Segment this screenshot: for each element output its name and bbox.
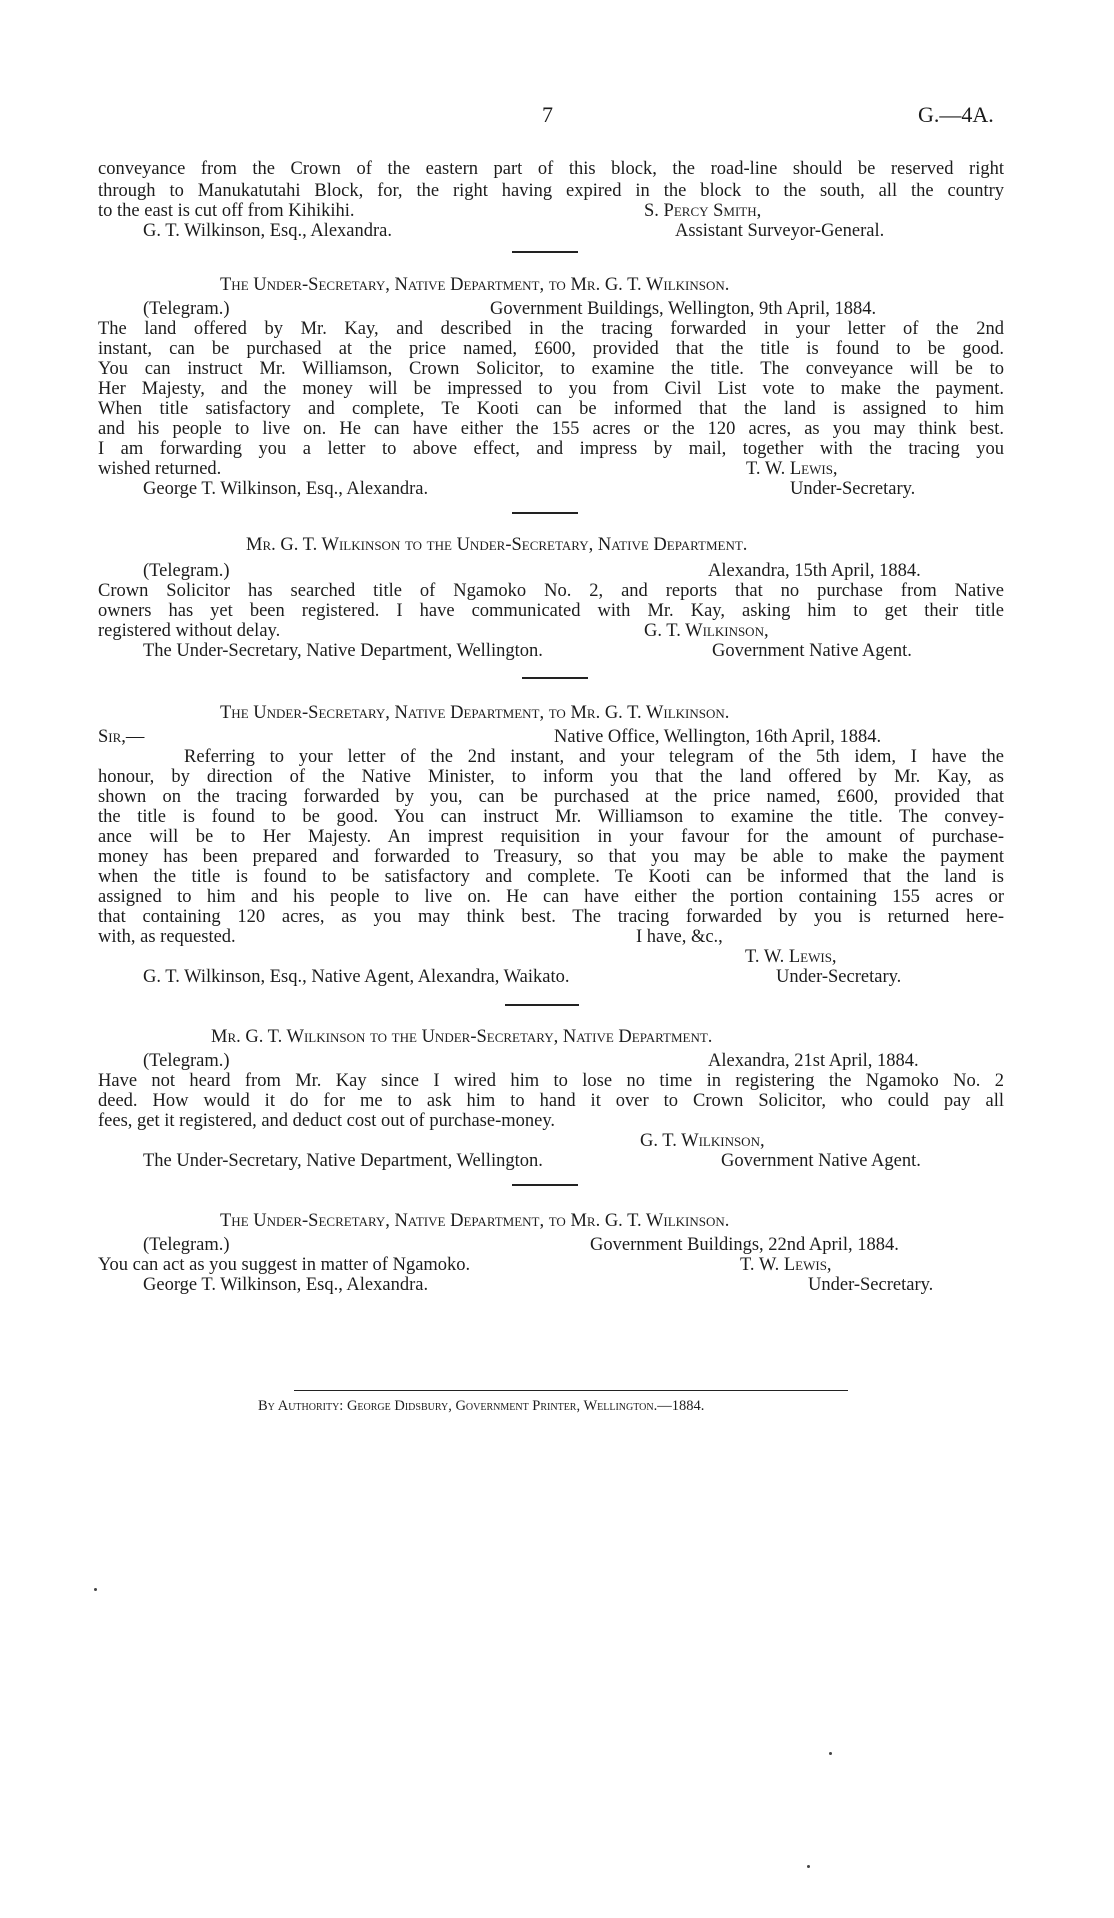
page-number: 7: [542, 102, 553, 127]
body-line: money has been prepared and forwarded to Treasury, so that you may be able to make the payment: [98, 847, 1004, 867]
printer-imprint: By Authority: George Didsbury, Government Printer, Wellington.—1884.: [258, 1398, 705, 1414]
body-line: deed. How would it do for me to ask him to hand it over to Crown Solicitor, who could pay all: [98, 1091, 1004, 1111]
signature-name: S. Percy Smith,: [644, 201, 762, 221]
body-line: instant, can be purchased at the price named, £600, provided that the title is found to be good.: [98, 339, 1004, 359]
signature-name: T. W. Lewis,: [740, 1255, 832, 1275]
addressee: G. T. Wilkinson, Esq., Alexandra.: [143, 221, 392, 241]
place-date: Alexandra, 21st April, 1884.: [708, 1051, 919, 1071]
telegram-label: (Telegram.): [143, 561, 230, 581]
signature-title: Government Native Agent.: [721, 1151, 921, 1171]
addressee: G. T. Wilkinson, Esq., Native Agent, Alexandra, Waikato.: [143, 967, 570, 987]
separator-rule: [512, 512, 578, 514]
letter-heading: The Under-Secretary, Native Department, to Mr. G. T. Wilkinson.: [220, 275, 730, 295]
body-line: registered without delay.: [98, 621, 281, 641]
body-line: when the title is found to be satisfactory and complete. Te Kooti can be informed that the land is: [98, 867, 1004, 887]
body-line: to the east is cut off from Kihikihi.: [98, 201, 355, 221]
closing: I have, &c.,: [636, 927, 723, 947]
separator-rule: [505, 1004, 579, 1006]
signature-title: Under-Secretary.: [776, 967, 902, 987]
addressee: George T. Wilkinson, Esq., Alexandra.: [143, 479, 429, 499]
signature-title: Under-Secretary.: [790, 479, 916, 499]
signature-name: T. W. Lewis,: [745, 947, 837, 967]
signature-title: Assistant Surveyor-General.: [675, 221, 885, 241]
signature-title: Government Native Agent.: [712, 641, 912, 661]
body-line: the title is found to be good. You can instruct Mr. Williamson to examine the title. The convey-: [98, 807, 1004, 827]
body-line: Have not heard from Mr. Kay since I wired him to lose no time in registering the Ngamoko No. 2: [98, 1071, 1004, 1091]
body-line: Crown Solicitor has searched title of Ngamoko No. 2, and reports that no purchase from Native: [98, 581, 1004, 601]
signature-title: Under-Secretary.: [808, 1275, 934, 1295]
telegram-label: (Telegram.): [143, 1235, 230, 1255]
body-line: and his people to live on. He can have either the 155 acres or the 120 acres, as you may think best.: [98, 419, 1004, 439]
separator-rule: [512, 1184, 578, 1186]
scan-speck: [829, 1752, 832, 1755]
place-date: Alexandra, 15th April, 1884.: [708, 561, 921, 581]
salutation: Sir,—: [98, 727, 145, 747]
letter-heading: The Under-Secretary, Native Department, to Mr. G. T. Wilkinson.: [220, 1211, 730, 1231]
addressee: The Under-Secretary, Native Department, Wellington.: [143, 641, 543, 661]
body-line: ance will be to Her Majesty. An imprest requisition in your favour for the amount of purchase-: [98, 827, 1004, 847]
signature-name: G. T. Wilkinson,: [644, 621, 769, 641]
body-line: The land offered by Mr. Kay, and described in the tracing forwarded in your letter of the 2nd: [98, 319, 1004, 339]
telegram-label: (Telegram.): [143, 1051, 230, 1071]
body-line: fees, get it registered, and deduct cost out of purchase-money.: [98, 1111, 556, 1131]
signature-name: T. W. Lewis,: [746, 459, 838, 479]
place-date: Native Office, Wellington, 16th April, 1884.: [554, 727, 882, 747]
place-date: Government Buildings, 22nd April, 1884.: [590, 1235, 899, 1255]
body-line: Referring to your letter of the 2nd instant, and your telegram of the 5th idem, I have the: [184, 747, 1004, 767]
body-line: wished returned.: [98, 459, 222, 479]
body-line: honour, by direction of the Native Minister, to inform you that the land offered by Mr. Kay, as: [98, 767, 1004, 787]
body-line: with, as requested.: [98, 927, 236, 947]
place-date: Government Buildings, Wellington, 9th April, 1884.: [490, 299, 877, 319]
body-line: You can act as you suggest in matter of Ngamoko.: [98, 1255, 471, 1275]
addressee: George T. Wilkinson, Esq., Alexandra.: [143, 1275, 429, 1295]
scan-speck: [807, 1865, 810, 1868]
letter-heading: Mr. G. T. Wilkinson to the Under-Secretary, Native Department.: [246, 535, 748, 555]
body-line: You can instruct Mr. Williamson, Crown Solicitor, to examine the title. The conveyance will be to: [98, 359, 1004, 379]
body-line: When title satisfactory and complete, Te Kooti can be informed that the land is assigned to him: [98, 399, 1004, 419]
body-line: through to Manukatutahi Block, for, the right having expired in the block to the south, all the country: [98, 181, 1004, 201]
body-line: assigned to him and his people to live on. He can have either the portion containing 155 acres or: [98, 887, 1004, 907]
document-code: G.—4A.: [918, 102, 994, 127]
body-line: I am forwarding you a letter to above effect, and impress by mail, together with the tracing you: [98, 439, 1004, 459]
body-line: conveyance from the Crown of the eastern part of this block, the road-line should be reserved right: [98, 159, 1004, 179]
body-line: shown on the tracing forwarded by you, can be purchased at the price named, £600, provided that: [98, 787, 1004, 807]
separator-rule: [512, 251, 578, 253]
telegram-label: (Telegram.): [143, 299, 230, 319]
footer-rule: [294, 1390, 848, 1391]
signature-name: G. T. Wilkinson,: [640, 1131, 765, 1151]
body-line: owners has yet been registered. I have communicated with Mr. Kay, asking him to get their title: [98, 601, 1004, 621]
body-line: that containing 120 acres, as you may think best. The tracing forwarded by you is returned here-: [98, 907, 1004, 927]
separator-rule: [522, 677, 588, 679]
scan-speck: [94, 1588, 97, 1591]
body-line: Her Majesty, and the money will be impressed to you from Civil List vote to make the payment.: [98, 379, 1004, 399]
letter-heading: Mr. G. T. Wilkinson to the Under-Secretary, Native Department.: [211, 1027, 713, 1047]
addressee: The Under-Secretary, Native Department, Wellington.: [143, 1151, 543, 1171]
letter-heading: The Under-Secretary, Native Department, to Mr. G. T. Wilkinson.: [220, 703, 730, 723]
